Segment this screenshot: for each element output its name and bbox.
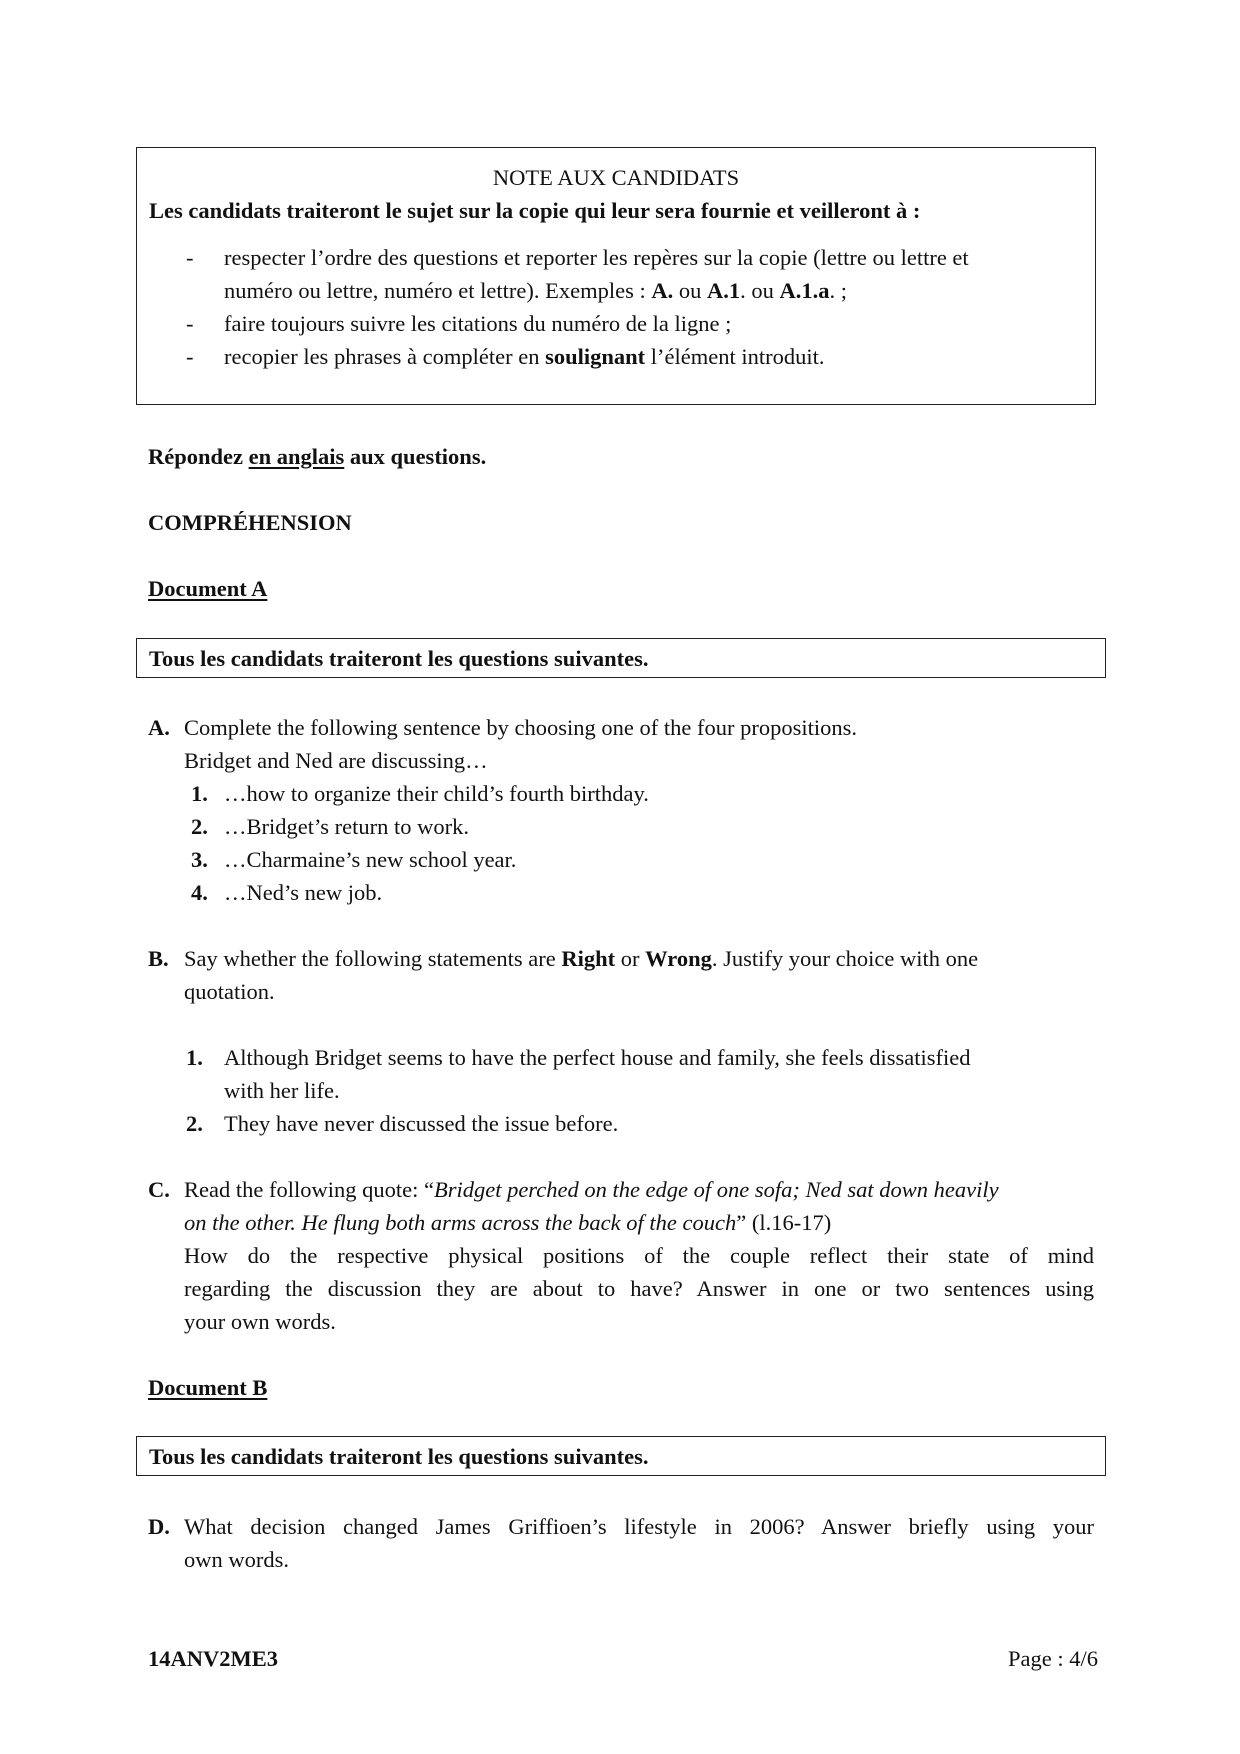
note-item-2: faire toujours suivre les citations du numéro de la ligne ;	[224, 311, 732, 336]
statement-number: 1.	[186, 1045, 203, 1070]
section-title: COMPRÉHENSION	[148, 510, 352, 535]
document-b-banner: Tous les candidats traiteront les questions suivantes.	[136, 1436, 1106, 1476]
question-c-quote-line1: Read the following quote: “Bridget perched on the edge of one sofa; Ned sat down heavily	[184, 1177, 999, 1202]
instruction: Répondez en anglais aux questions.	[148, 444, 487, 469]
option-text: …Ned’s new job.	[224, 880, 383, 905]
option-number: 1.	[191, 781, 208, 806]
question-d-label: D.	[148, 1514, 170, 1539]
question-c-label: C.	[148, 1177, 170, 1202]
option-number: 3.	[191, 847, 208, 872]
note-dash-3: -	[186, 344, 194, 369]
statement-text: Although Bridget seems to have the perfect house and family, she feels dissatisfied	[224, 1045, 971, 1070]
option-text: …Charmaine’s new school year.	[224, 847, 517, 872]
question-c-q-line2: regarding the discussion they are about to have? Answer in one or two sentences using	[184, 1276, 1094, 1301]
note-dash-1: -	[186, 245, 194, 270]
page-number: Page : 4/6	[1008, 1646, 1098, 1671]
statement-text-cont: with her life.	[224, 1078, 340, 1103]
note-item-3: recopier les phrases à compléter en soulignant l’élément introduit.	[224, 344, 825, 369]
question-c-q-line3: your own words.	[184, 1309, 336, 1334]
note-title: NOTE AUX CANDIDATS	[492, 165, 740, 190]
document-b-title: Document B	[148, 1375, 268, 1400]
option-text: …how to organize their child’s fourth birthday.	[224, 781, 649, 806]
note-dash-2: -	[186, 311, 194, 336]
document-a-banner: Tous les candidats traiteront les questions suivantes.	[136, 638, 1106, 678]
option-number: 2.	[191, 814, 208, 839]
note-lead: Les candidats traiteront le sujet sur la copie qui leur sera fournie et veilleront à :	[149, 198, 921, 223]
question-a-label: A.	[148, 715, 170, 740]
footer-code: 14ANV2ME3	[148, 1646, 278, 1671]
statement-number: 2.	[186, 1111, 203, 1136]
question-c-quote-line2: on the other. He flung both arms across the back of the couch” (l.16-17)	[184, 1210, 832, 1235]
question-a-line2: Bridget and Ned are discussing…	[184, 748, 488, 773]
option-number: 4.	[191, 880, 208, 905]
question-a-line1: Complete the following sentence by choosing one of the four propositions.	[184, 715, 858, 740]
question-d-line1: What decision changed James Griffioen’s lifestyle in 2006? Answer briefly using your	[184, 1514, 1094, 1539]
option-text: …Bridget’s return to work.	[224, 814, 469, 839]
question-b-label: B.	[148, 946, 169, 971]
document-a-title: Document A	[148, 576, 268, 601]
statement-text: They have never discussed the issue before.	[224, 1111, 619, 1136]
question-b-line1: Say whether the following statements are Right or Wrong. Justify your choice with one	[184, 946, 979, 971]
question-b-line2: quotation.	[184, 979, 275, 1004]
note-item-1: respecter l’ordre des questions et reporter les repères sur la copie (lettre ou lettre et numéro ou lettre, numéro et lettre). Exemples : A. ou A.1. ou A.1.a. ;	[224, 245, 969, 303]
question-d-line2: own words.	[184, 1547, 289, 1572]
question-c-q-line1: How do the respective physical positions of the couple reflect their state of mind	[184, 1243, 1094, 1268]
